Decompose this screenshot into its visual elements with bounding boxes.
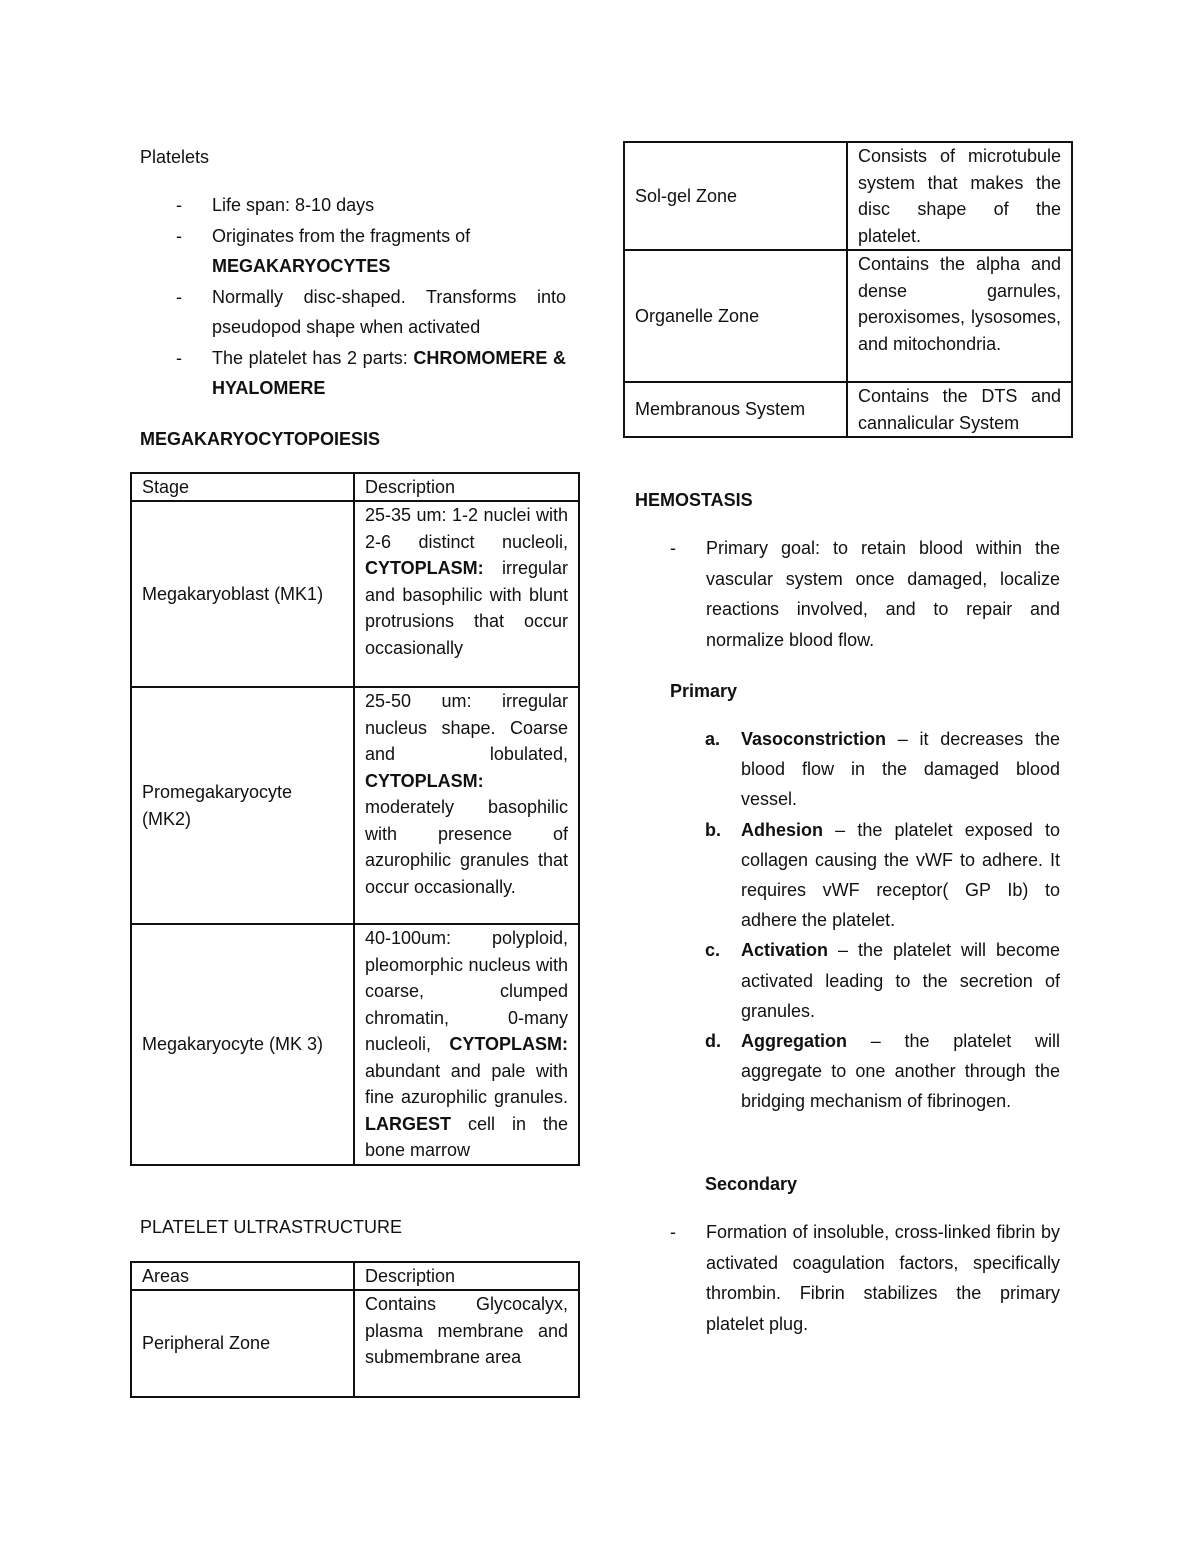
- list-marker: d.: [705, 1031, 721, 1052]
- table-row: [131, 687, 579, 924]
- area-cell: Organelle Zone: [624, 250, 847, 382]
- description-cell: 40-100um: polyploid, pleomorphic nucleus with coarse, clumped chromatin, 0-many nucleoli, CYTOPLASM: abundant and pale with fine azurophilic granules. LARGEST cell in the bone marrow: [354, 924, 579, 1165]
- list-marker: a.: [705, 729, 721, 749]
- platelet-facts-list: [176, 190, 566, 404]
- secondary-list: [670, 1217, 1060, 1339]
- table-row: [624, 142, 1072, 250]
- list-item: - Normally disc-shaped. Transforms into pseudopod shape when activated: [176, 282, 566, 343]
- description-cell: Consists of microtubule system that makes the disc shape of the platelet.: [847, 142, 1072, 250]
- description-cell: Contains the alpha and dense garnules, peroxisomes, lysosomes, and mitochondria.: [847, 250, 1072, 382]
- list-item: a. Vasoconstriction – it decreases the blood flow in the damaged blood vessel.: [705, 724, 1060, 815]
- column-header-stage: Stage: [131, 473, 354, 501]
- column-header-description: Description: [354, 473, 579, 501]
- description-cell: Contains Glycocalyx, plasma membrane and submembrane area: [354, 1290, 579, 1397]
- description-cell: Contains the DTS and cannalicular System: [847, 382, 1072, 437]
- list-item: b. Adhesion – the platelet exposed to collagen causing the vWF to adhere. It requires vWF receptor( GP Ib) to adhere the platelet.: [705, 815, 1060, 936]
- hemostasis-title: HEMOSTASIS: [635, 490, 753, 510]
- secondary-title: Secondary: [705, 1174, 798, 1194]
- list-item: - Originates from the fragments of MEGAKARYOCYTES: [176, 221, 566, 282]
- list-item: c. Activation – the platelet will become activated leading to the secretion of granules.: [705, 935, 1060, 1026]
- hemostasis-goal-list: [670, 533, 1060, 655]
- description-cell: 25-50 um: irregular nucleus shape. Coarse and lobulated, CYTOPLASM: moderately basophilic with presence of azurophilic granules that occur occasionally.: [354, 687, 579, 924]
- stage-cell: Megakaryocyte (MK 3): [131, 924, 354, 1165]
- table-row: [624, 382, 1072, 437]
- primary-title: Primary: [670, 681, 738, 701]
- column-header-areas: Areas: [131, 1262, 354, 1290]
- primary-steps-list: [705, 724, 1060, 1117]
- area-cell: Peripheral Zone: [131, 1290, 354, 1397]
- megakaryocytopoiesis-title: MEGAKARYOCYTOPOIESIS: [140, 429, 381, 449]
- table-row: [131, 1290, 579, 1397]
- table-header-row: [131, 1262, 579, 1290]
- ultrastructure-title: PLATELET ULTRASTRUCTURE: [140, 1217, 403, 1237]
- table-header-row: [131, 473, 579, 501]
- list-marker: b.: [705, 819, 721, 840]
- stage-cell: Megakaryoblast (MK1): [131, 501, 354, 687]
- stage-cell: Promegakaryocyte (MK2): [131, 687, 354, 924]
- table-row: [131, 501, 579, 687]
- list-item: - The platelet has 2 parts: CHROMOMERE & HYALOMERE: [176, 343, 566, 404]
- list-item: d. Aggregation – the platelet will aggregate to one another through the bridging mechanism of fibrinogen.: [705, 1026, 1060, 1117]
- table-row: [131, 924, 579, 1165]
- list-item: - Formation of insoluble, cross-linked fibrin by activated coagulation factors, specifically thrombin. Fibrin stabilizes the primary platelet plug.: [670, 1217, 1060, 1339]
- area-cell: Sol-gel Zone: [624, 142, 847, 250]
- table-row: [624, 250, 1072, 382]
- platelets-title: Platelets: [140, 147, 210, 167]
- list-marker: c.: [705, 940, 721, 961]
- column-header-description: Description: [354, 1262, 579, 1290]
- zones-table: [623, 141, 1073, 438]
- description-cell: 25-35 um: 1-2 nuclei with 2-6 distinct nucleoli, CYTOPLASM: irregular and basophilic with blunt protrusions that occur occasionally: [354, 501, 579, 687]
- area-cell: Membranous System: [624, 382, 847, 437]
- stage-table: [130, 472, 580, 1166]
- list-item: - Life span: 8-10 days: [176, 190, 566, 221]
- areas-table: [130, 1261, 580, 1398]
- list-item: - Primary goal: to retain blood within the vascular system once damaged, localize reactions involved, and to repair and normalize blood flow.: [670, 533, 1060, 655]
